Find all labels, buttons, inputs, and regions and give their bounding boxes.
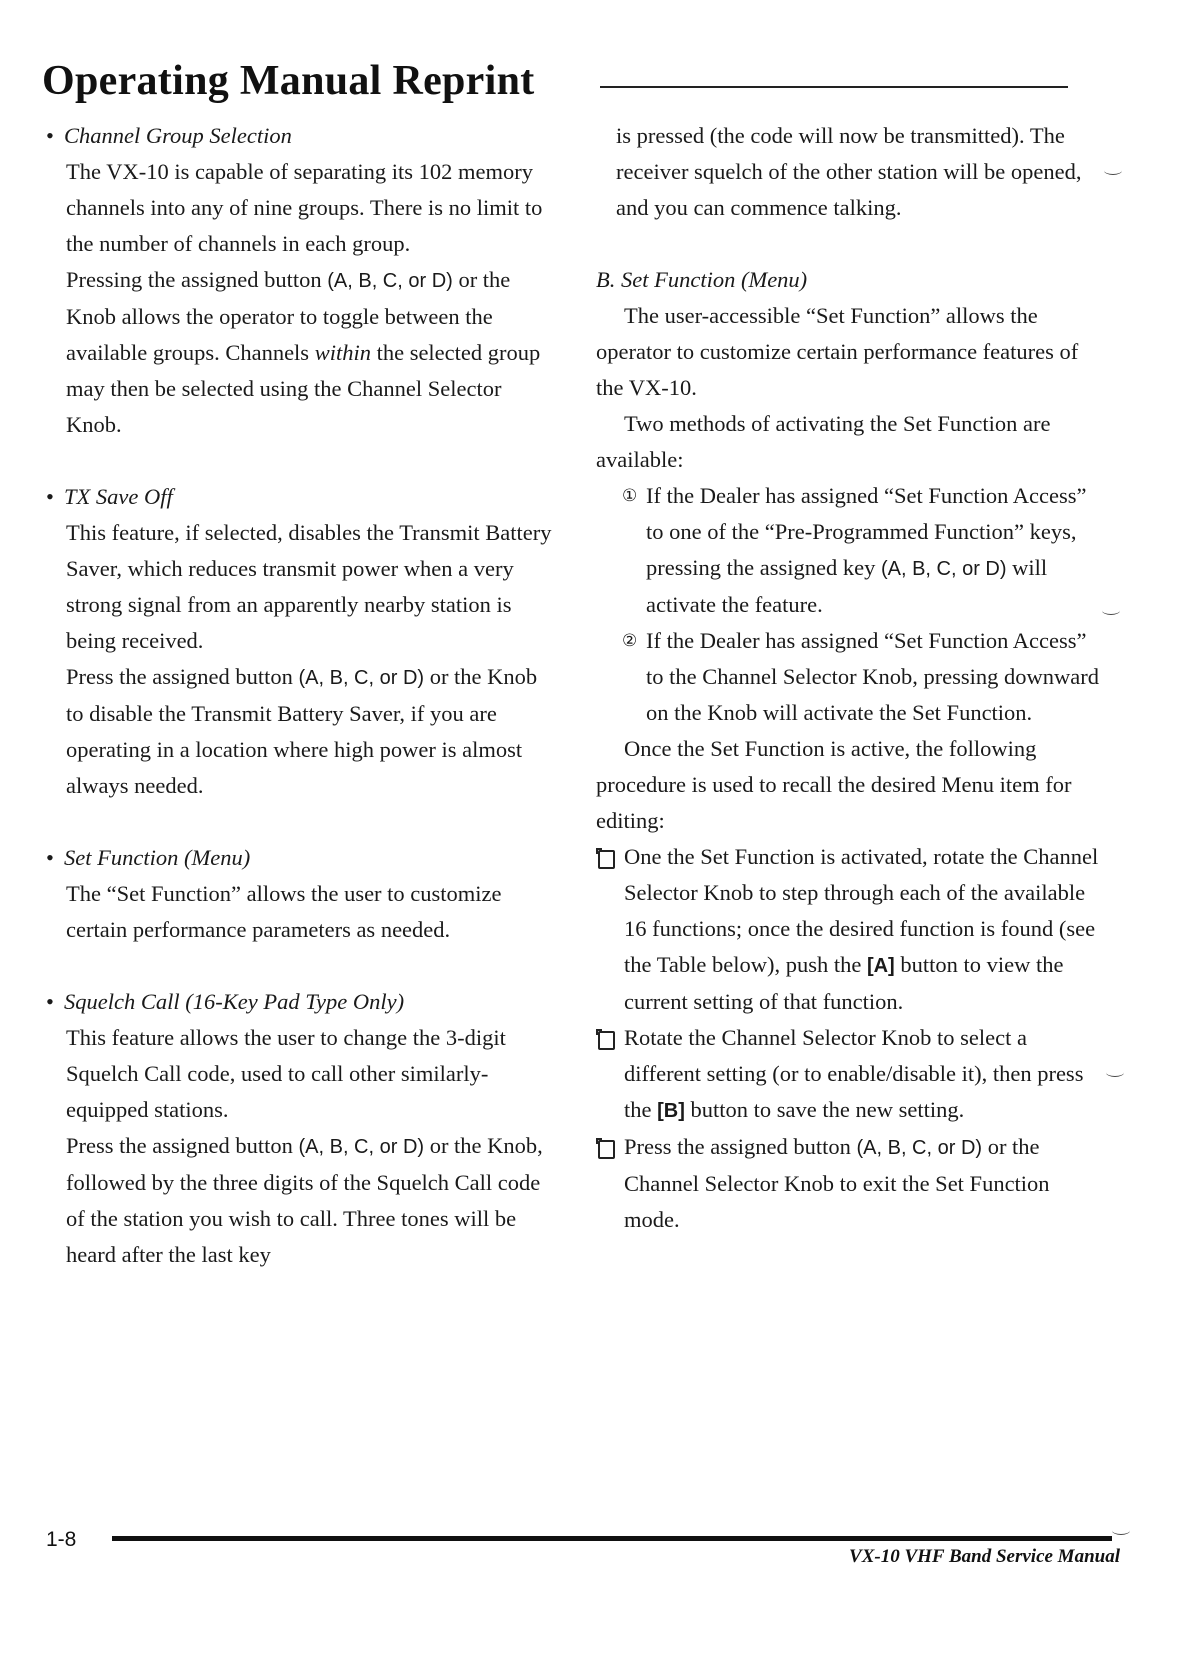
- section-title: • TX Save Off: [46, 479, 556, 515]
- paragraph: The “Set Function” allows the user to customize certain performance parameters as needed.: [66, 881, 502, 942]
- procedure-step-2: Rotate the Channel Selector Knob to select a different setting (or to enable/disable it), then press the [B] button to save the new setting.: [596, 1020, 1104, 1129]
- paragraph: Pressing the assigned button (A, B, C, or D) or the Knob allows the operator to toggle between the available groups. Channels within the selected group may then be selected using the Channel Selector Knob.: [66, 267, 541, 437]
- procedure-step-1: One the Set Function is activated, rotate the Channel Selector Knob to step through each of the available 16 functions; once the desired function is found (see the Table below), push the [A] button to view the current setting of that function.: [596, 839, 1104, 1020]
- section-set-function: [46, 840, 556, 948]
- section-b-set-function: [596, 262, 1104, 1238]
- paragraph: Press the assigned button (A, B, C, or D) or the Knob, followed by the three digits of the Squelch Call code of the station you wish to call. Three tones will be heard after the last key: [66, 1133, 543, 1267]
- paragraph: The user-accessible “Set Function” allows the operator to customize certain performance features of the VX-10.: [596, 303, 1079, 400]
- paragraph-continuation: is pressed (the code will now be transmitted). The receiver squelch of the other station will be opened, and you can commence talking.: [616, 123, 1082, 220]
- checkbox-icon: [598, 850, 615, 869]
- paragraph: Once the Set Function is active, the following procedure is used to recall the desired Menu item for editing:: [596, 736, 1072, 833]
- paragraph: Two methods of activating the Set Function are available:: [596, 411, 1051, 472]
- method-item-2: ② If the Dealer has assigned “Set Function Access” to the Channel Selector Knob, pressing downward on the Knob will activate the Set Function.: [596, 623, 1104, 731]
- footer-manual-title: VX-10 VHF Band Service Manual: [849, 1546, 1120, 1567]
- paragraph: The VX-10 is capable of separating its 102 memory channels into any of nine groups. There is no limit to the number of channels in each group.: [66, 159, 543, 256]
- section-title: • Set Function (Menu): [46, 840, 556, 876]
- procedure-step-3: Press the assigned button (A, B, C, or D) or the Channel Selector Knob to exit the Set Function mode.: [596, 1129, 1104, 1238]
- section-tx-save-off: [46, 479, 556, 804]
- paragraph: Press the assigned button (A, B, C, or D) or the Knob to disable the Transmit Battery Saver, if you are operating in a location where high power is almost always needed.: [66, 664, 538, 798]
- left-column: [46, 118, 556, 1273]
- right-column: [596, 118, 1104, 1238]
- scan-mark: [1112, 1526, 1130, 1535]
- page-title: Operating Manual Reprint: [42, 58, 535, 104]
- scan-mark: [1106, 1068, 1124, 1077]
- footer-rule: [112, 1536, 1112, 1541]
- circled-number-2: ②: [622, 631, 638, 651]
- section-squelch-call: [46, 984, 556, 1273]
- circled-number-1: ①: [622, 486, 638, 506]
- checkbox-icon: [598, 1140, 615, 1159]
- paragraph: This feature allows the user to change the 3-digit Squelch Call code, used to call other similarly-equipped stations.: [66, 1025, 506, 1122]
- section-title: • Squelch Call (16-Key Pad Type Only): [46, 984, 556, 1020]
- title-rule: [600, 86, 1068, 88]
- scan-mark: [1104, 166, 1122, 175]
- section-title: • Channel Group Selection: [46, 118, 556, 154]
- paragraph: This feature, if selected, disables the Transmit Battery Saver, which reduces transmit power when a very strong signal from an apparently nearby station is being received.: [66, 520, 552, 653]
- section-title: B. Set Function (Menu): [596, 267, 808, 292]
- scan-mark: [1102, 606, 1120, 615]
- checkbox-icon: [598, 1031, 615, 1050]
- method-item-1: ① If the Dealer has assigned “Set Function Access” to one of the “Pre-Programmed Function” keys, pressing the assigned key (A, B, C, or D) will activate the feature.: [596, 478, 1104, 623]
- page-number: 1-8: [46, 1528, 77, 1551]
- section-channel-group: [46, 118, 556, 443]
